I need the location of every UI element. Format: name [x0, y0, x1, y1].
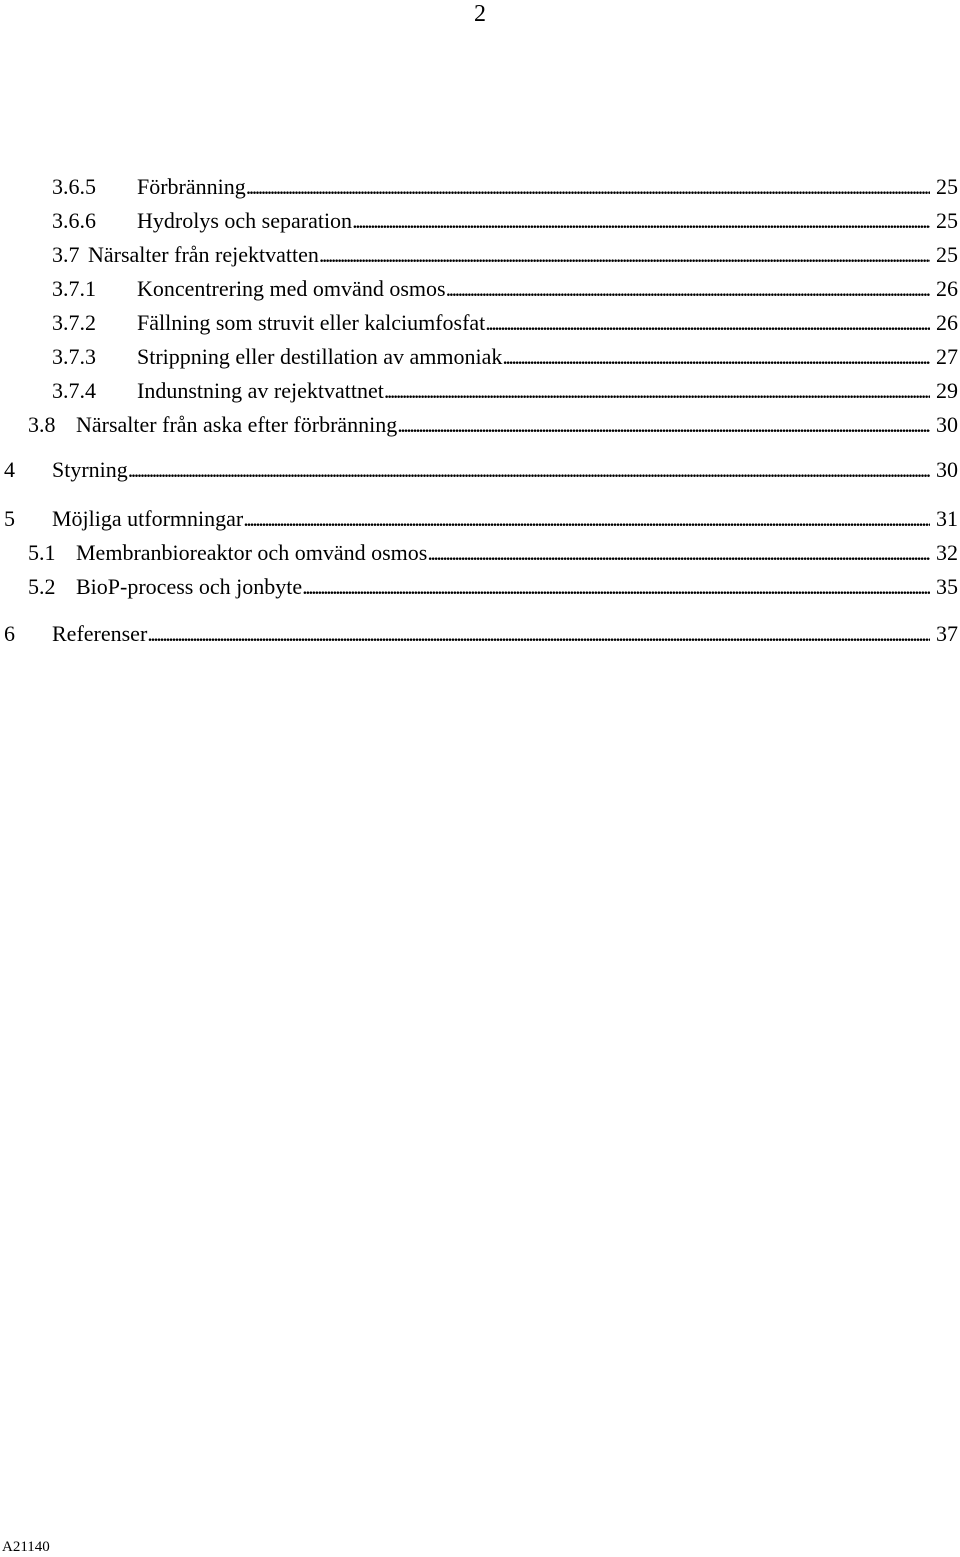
toc-leader-dots — [427, 537, 930, 569]
toc-page-number: 35 — [936, 574, 958, 599]
toc-entry-5[interactable] — [4, 503, 958, 535]
toc-leader-dots — [384, 375, 930, 407]
document-code: A21140 — [2, 1539, 50, 1555]
toc-entry-3-7-3[interactable] — [52, 341, 958, 373]
toc-section-number: 3.7.4 — [52, 378, 96, 403]
toc-section-title: Närsalter från rejektvatten — [88, 242, 319, 267]
toc-section-title: Koncentrering med omvänd osmos — [137, 276, 446, 301]
toc-leader-dots — [246, 171, 930, 203]
toc-page-number: 26 — [936, 310, 958, 335]
toc-section-number: 3.7.2 — [52, 310, 96, 335]
toc-section-title: BioP-process och jonbyte — [76, 574, 303, 599]
toc-leader-dots — [243, 503, 930, 535]
toc-page-number: 25 — [936, 242, 958, 267]
toc-page-number: 26 — [936, 276, 958, 301]
toc-entry-5-2[interactable] — [28, 571, 958, 603]
toc-leader-dots — [319, 239, 930, 271]
toc-page-number: 25 — [936, 174, 958, 199]
toc-section-title: Närsalter från aska efter förbränning — [76, 412, 398, 437]
toc-section-number: 5 — [4, 506, 15, 531]
toc-section-number: 3.8 — [28, 412, 56, 437]
toc-entry-3-8[interactable] — [28, 409, 958, 441]
toc-entry-3-7-1[interactable] — [52, 273, 958, 305]
toc-section-title: Förbränning — [137, 174, 246, 199]
toc-section-title: Fällning som struvit eller kalciumfosfat — [137, 310, 486, 335]
toc-entry-3-7[interactable] — [52, 239, 958, 271]
toc-leader-dots — [446, 273, 930, 305]
toc-page-number: 32 — [936, 540, 958, 565]
toc-section-number: 3.6.5 — [52, 174, 96, 199]
toc-section-title: Membranbioreaktor och omvänd osmos — [76, 540, 428, 565]
toc-page-number: 27 — [936, 344, 958, 369]
toc-entry-3-7-2[interactable] — [52, 307, 958, 339]
toc-section-number: 5.1 — [28, 540, 56, 565]
toc-entry-4[interactable] — [4, 454, 958, 486]
toc-section-title: Styrning — [52, 457, 128, 482]
toc-leader-dots — [147, 618, 930, 650]
toc-section-number: 3.6.6 — [52, 208, 96, 233]
toc-leader-dots — [302, 571, 930, 603]
page-number: 2 — [474, 1, 486, 27]
toc-section-title: Möjliga utformningar — [52, 506, 244, 531]
toc-leader-dots — [397, 409, 930, 441]
toc-section-number: 5.2 — [28, 574, 56, 599]
toc-section-number: 3.7.3 — [52, 344, 96, 369]
toc-page-number: 30 — [936, 412, 958, 437]
toc-leader-dots — [502, 341, 930, 373]
toc-section-number: 6 — [4, 621, 15, 646]
toc-section-title: Strippning eller destillation av ammoniak — [137, 344, 503, 369]
toc-section-title: Hydrolys och separation — [137, 208, 353, 233]
toc-section-number: 3.7.1 — [52, 276, 96, 301]
toc-entry-5-1[interactable] — [28, 537, 958, 569]
toc-entry-3-7-4[interactable] — [52, 375, 958, 407]
toc-leader-dots — [128, 454, 930, 486]
toc-leader-dots — [352, 205, 930, 237]
toc-entry-3-6-6[interactable] — [52, 205, 958, 237]
toc-page-number: 25 — [936, 208, 958, 233]
toc-section-title: Referenser — [52, 621, 148, 646]
toc-page-number: 30 — [936, 457, 958, 482]
toc-leader-dots — [485, 307, 930, 339]
toc-page-number: 31 — [936, 506, 958, 531]
toc-page-number: 29 — [936, 378, 958, 403]
toc-entry-3-6-5[interactable] — [52, 171, 958, 203]
toc-section-number: 3.7 — [52, 242, 80, 267]
toc-section-number: 4 — [4, 457, 15, 482]
toc-section-title: Indunstning av rejektvattnet — [137, 378, 384, 403]
toc-entry-6[interactable] — [4, 618, 958, 650]
toc-page-number: 37 — [936, 621, 958, 646]
